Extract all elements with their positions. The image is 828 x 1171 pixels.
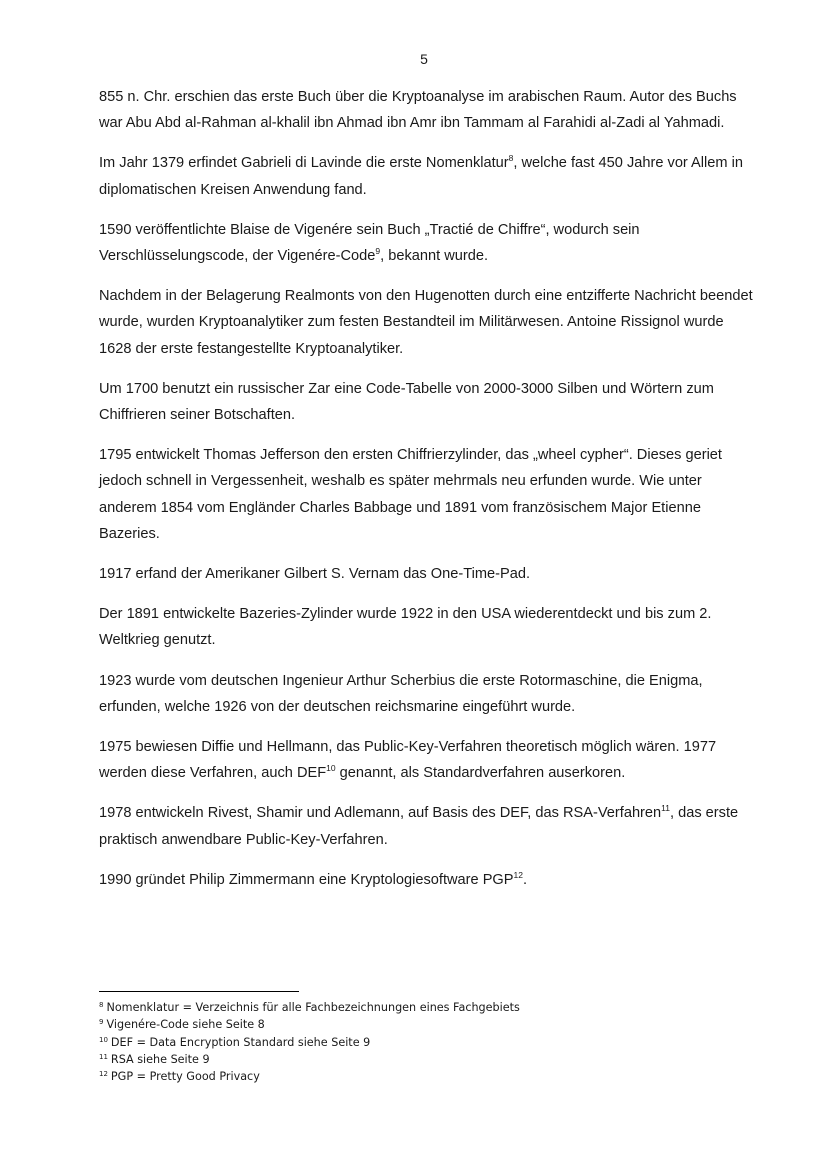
body-text: [99, 84, 759, 907]
paragraph: [99, 867, 759, 893]
footnote-number: 12: [99, 1070, 108, 1079]
paragraph-text: Im Jahr 1379 erfindet Gabrieli di Lavinde die erste Nomenklatur: [99, 155, 509, 172]
paragraph: [99, 84, 759, 136]
paragraph: [99, 734, 759, 786]
paragraph: [99, 217, 759, 269]
footnote-marker: 11: [661, 803, 670, 814]
footnotes: [99, 999, 759, 1085]
paragraph-text: genannt, als Standardverfahren auserkoren.: [335, 765, 626, 782]
footnote-number: 8: [99, 1001, 104, 1009]
footnote-text: PGP = Pretty Good Privacy: [110, 1070, 260, 1084]
footnote-text: Vigenére-Code siehe Seite 8: [106, 1018, 265, 1032]
paragraph: [99, 283, 759, 362]
paragraph-text: 855 n. Chr. erschien das erste Buch über die Kryptoanalyse im arabischen Raum. Autor des Buchs war Abu Abd al-Rahman al-khalil ibn Ahmad ibn Amr ibn Tammam al Farahidi al-Zadi al Yahmadi.: [99, 89, 737, 132]
footnote-marker: 9: [375, 246, 381, 257]
page-number: 5: [420, 51, 428, 67]
footnote: [99, 1051, 759, 1068]
paragraph-text: 1978 entwickeln Rivest, Shamir und Adlemann, auf Basis des DEF, das RSA-Verfahren: [99, 805, 662, 822]
footnote-number: 9: [99, 1018, 104, 1027]
footnote: [99, 1068, 759, 1085]
footnote: [99, 1034, 759, 1051]
paragraph-text: Um 1700 benutzt ein russischer Zar eine Code-Tabelle von 2000-3000 Silben und Wörtern zum Chiffrieren seiner Botschaften.: [99, 380, 714, 424]
paragraph-text: 1975 bewiesen Diffie und Hellmann, das Public-Key-Verfahren theoretisch möglich wären. 1977 werden diese Verfahren, auch DEF: [99, 739, 717, 782]
footnote-number: 11: [99, 1052, 108, 1061]
footnote-text: Nomenklatur = Verzeichnis für alle Fachbezeichnungen eines Fachgebiets: [106, 1001, 520, 1014]
footnote-text: DEF = Data Encryption Standard siehe Seite 9: [110, 1035, 371, 1049]
paragraph-text: , bekannt wurde.: [380, 248, 489, 265]
paragraph-text: .: [522, 871, 528, 888]
paragraph-text: 1990 gründet Philip Zimmermann eine Kryptologiesoftware PGP: [99, 871, 514, 888]
paragraph: [99, 150, 759, 202]
footnote-text: RSA siehe Seite 9: [110, 1052, 210, 1066]
paragraph: [99, 376, 759, 428]
footnote-marker: 12: [513, 869, 523, 880]
paragraph-text: , das erste praktisch anwendbare Public-Key-Verfahren.: [99, 805, 739, 848]
footnote-marker: 8: [508, 153, 514, 164]
paragraph: [99, 800, 759, 852]
paragraph-text: 1795 entwickelt Thomas Jefferson den ersten Chiffrierzylinder, das „wheel cypher“. Dieses geriet jedoch schnell in Vergessenheit, weshalb es später mehrmals neu erfunden wurde. Wie unter anderem 1854 vom Engländer Charles Babbage und 1891 vom französischem Major Etienne Bazeries.: [99, 447, 722, 542]
paragraph: [99, 561, 759, 587]
footnote-marker: 10: [326, 763, 336, 774]
footnote-separator: [99, 991, 299, 992]
paragraph-text: 1923 wurde vom deutschen Ingenieur Arthur Scherbius die erste Rotormaschine, die Enigma, erfunden, welche 1926 von der deutschen reichsmarine eingeführt wurde.: [99, 672, 703, 715]
footnote: [99, 1016, 759, 1033]
paragraph: [99, 601, 759, 653]
footnote: [99, 999, 759, 1016]
paragraph-text: Nachdem in der Belagerung Realmonts von den Hugenotten durch eine entzifferte Nachricht beendet wurde, wurden Kryptoanalytiker zum festen Bestandteil im Militärwesen. Antoine Rissignol wurde 1628 der erste festangestellte Kryptoanalytiker.: [99, 288, 753, 357]
paragraph-text: Der 1891 entwickelte Bazeries-Zylinder wurde 1922 in den USA wiederentdeckt und bis zum 2. Weltkrieg genutzt.: [99, 606, 712, 649]
paragraph-text: 1590 veröffentlichte Blaise de Vigenére sein Buch „Tractié de Chiffre“, wodurch sein Verschlüsselungscode, der Vigenére-Code: [99, 221, 640, 265]
paragraph: [99, 668, 759, 720]
paragraph-text: , welche fast 450 Jahre vor Allem in diplomatischen Kreisen Anwendung fand.: [99, 155, 743, 198]
footnote-number: 10: [99, 1035, 108, 1044]
paragraph-text: 1917 erfand der Amerikaner Gilbert S. Vernam das One-Time-Pad.: [99, 566, 530, 583]
paragraph: [99, 442, 759, 547]
